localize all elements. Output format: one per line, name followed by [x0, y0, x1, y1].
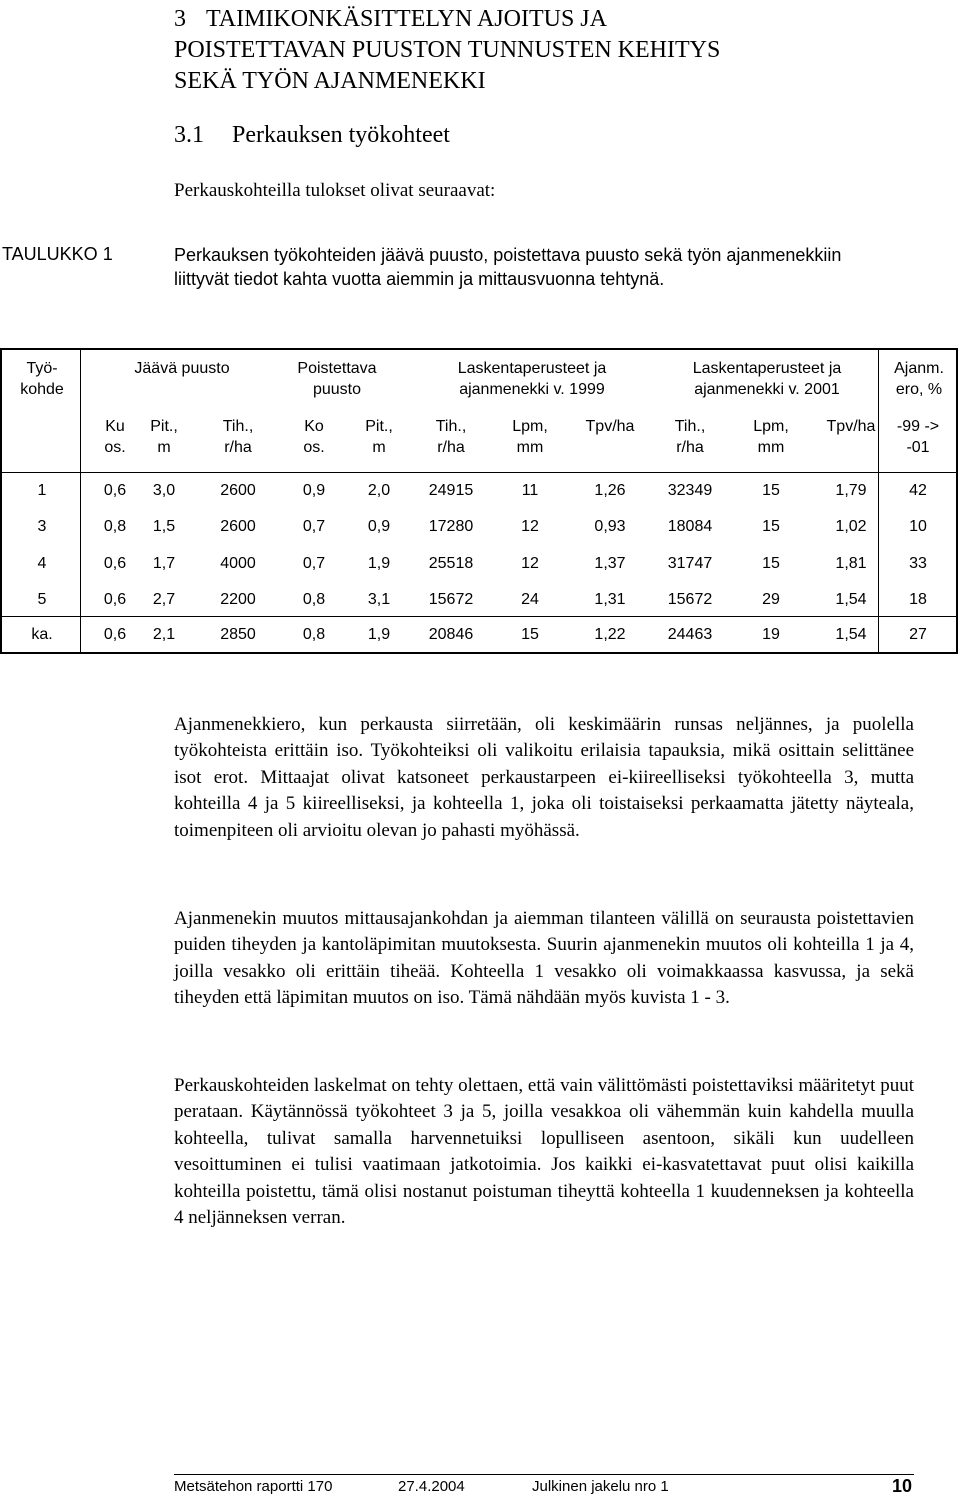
average-cell: 2850 — [220, 626, 256, 643]
average-cell: 27 — [909, 626, 927, 643]
row-site-number: 5 — [37, 591, 47, 608]
table-cell: 1,37 — [594, 555, 626, 572]
subheader-line: -01 — [906, 439, 930, 456]
subheader-line: os. — [104, 439, 126, 456]
subheader-line: mm — [757, 439, 785, 456]
subheader-cell — [124, 416, 204, 458]
subheader-line: Tih., — [674, 418, 706, 435]
table-cell: 0,8 — [103, 518, 127, 535]
table-cell: 15672 — [428, 591, 474, 608]
subheader-line: r/ha — [437, 439, 465, 456]
paragraph-2: Ajanmenekin muutos mittausajankohdan ja aiemman tilanteen välillä on seurausta poistettavien puiden tiheyden ja kantoläpimitan muutoksesta. Suurin ajanmenekin muutos oli kohteilla 1 ja 4, joilla vesakko oli erittäin tiheää. Kohteella 1 vesakko oli voimakkaassa kasvussa, ja sekä tiheyden että läpimitan muutos on iso. Tämä nähdään myös kuvista 1 - 3. — [174, 908, 914, 1009]
header-basis-2001-line-2: ajanmenekki v. 2001 — [694, 381, 840, 398]
average-cell: 19 — [762, 626, 780, 643]
chapter-title-line-2: POISTETTAVAN PUUSTON TUNNUSTEN KEHITYS — [174, 37, 721, 63]
subheader-line: Tih., — [435, 418, 467, 435]
subheader-line: Lpm, — [753, 418, 789, 435]
table-cell: 1,26 — [594, 482, 626, 499]
average-cell: 15 — [521, 626, 539, 643]
header-site — [6, 358, 78, 400]
subheader-line: m — [157, 439, 171, 456]
intro-text: Perkauskohteilla tulokset olivat seuraavat: — [174, 180, 496, 201]
table-cell: 17280 — [428, 518, 474, 535]
table-cell: 0,9 — [367, 518, 391, 535]
paragraph-1: Ajanmenekkiero, kun perkausta siirretään, oli keskimäärin runsas neljännes, ja puolella työkohteista erittäin iso. Työkohteiksi oli valikoitu erilaisia tapauksia, mikä osittain selittänee isot erot. Mittaajat olivat katsoneet perkaustarpeen ei-kiireelliseksi työkohteella 3, mutta kohteilla 4 ja 5 kiireelliseksi, ja kohteella 1, joka oli toistaiseksi perkaamatta jätetty näyteala, toimenpiteen oli arvioitu olevan jo pahasti myöhässä. — [174, 714, 914, 841]
table-cell: 25518 — [428, 555, 474, 572]
subheader-line: Lpm, — [512, 418, 548, 435]
table-cell: 0,6 — [103, 555, 127, 572]
table-cell: 12 — [521, 518, 539, 535]
subheader-line: r/ha — [224, 439, 252, 456]
table-cell: 1,5 — [152, 518, 176, 535]
subheader-line: os. — [303, 439, 325, 456]
average-cell: 24463 — [667, 626, 713, 643]
header-remaining-stand: Jäävä puusto — [134, 360, 230, 377]
table-cell: 33 — [909, 555, 927, 572]
header-removed-stand — [272, 358, 402, 400]
subheader-cell — [731, 416, 811, 458]
average-cell: 0,8 — [302, 626, 326, 643]
footer-rule — [174, 1474, 914, 1475]
header-basis-1999-line-2: ajanmenekki v. 1999 — [459, 381, 605, 398]
row-site-number: 1 — [37, 482, 47, 499]
subheader-cell — [339, 416, 419, 458]
table-cell: 2,7 — [152, 591, 176, 608]
section-title-text: Perkauksen työkohteet — [232, 122, 450, 148]
subheader-line: Tpv/ha — [826, 418, 876, 435]
subheader-cell — [490, 416, 570, 458]
table-cell: 3,0 — [152, 482, 176, 499]
table-cell: 3,1 — [367, 591, 391, 608]
subheader-line: Ku — [105, 418, 125, 435]
subheader-line — [570, 437, 650, 458]
subheader-line: Pit., — [150, 418, 178, 435]
header-site-line-1: Työ- — [26, 360, 58, 377]
table-cell: 42 — [909, 482, 927, 499]
average-row-label: ka. — [31, 626, 53, 643]
subheader-cell — [198, 416, 278, 458]
header-time-diff-line-2: ero, % — [895, 381, 943, 398]
section-number: 3.1 — [174, 122, 204, 148]
footer-distribution: Julkinen jakelu nro 1 — [532, 1478, 669, 1495]
table-cell: 24915 — [428, 482, 474, 499]
table-cell: 29 — [762, 591, 780, 608]
average-cell: 20846 — [428, 626, 474, 643]
chapter-title-line-3: SEKÄ TYÖN AJANMENEKKI — [174, 68, 486, 94]
page-footer — [174, 1478, 914, 1498]
header-removed-line-1: Poistettava — [297, 360, 377, 377]
subheader-line: Ko — [304, 418, 324, 435]
subheader-line: Tpv/ha — [585, 418, 635, 435]
table-cell: 4000 — [220, 555, 256, 572]
average-cell: 0,6 — [103, 626, 127, 643]
table-cell: 0,93 — [594, 518, 626, 535]
subheader-cell — [650, 416, 730, 458]
table-cell: 12 — [521, 555, 539, 572]
table-cell: 15 — [762, 482, 780, 499]
average-cell: 2,1 — [152, 626, 176, 643]
average-cell: 1,9 — [367, 626, 391, 643]
header-removed-line-2: puusto — [312, 381, 362, 398]
footer-page-number: 10 — [892, 1476, 913, 1496]
table-label: TAULUKKO 1 — [2, 244, 113, 264]
footer-report: Metsätehon raportti 170 — [174, 1478, 333, 1495]
table-cell: 2200 — [220, 591, 256, 608]
average-cell: 1,54 — [835, 626, 867, 643]
section-title — [174, 120, 450, 151]
chapter-title-line-1: TAIMIKONKÄSITTELYN AJOITUS JA — [206, 6, 607, 32]
subheader-line: Tih., — [222, 418, 254, 435]
table-cell: 0,7 — [302, 518, 326, 535]
chapter-title — [174, 4, 934, 97]
subheader-line: m — [372, 439, 386, 456]
subheader-cell — [878, 416, 958, 458]
data-table — [0, 348, 958, 654]
subheader-line: r/ha — [676, 439, 704, 456]
header-site-line-2: kohde — [20, 381, 64, 398]
table-cell: 32349 — [667, 482, 713, 499]
header-basis-1999 — [422, 358, 642, 400]
table-cell: 31747 — [667, 555, 713, 572]
table-cell: 1,31 — [594, 591, 626, 608]
table-cell: 2600 — [220, 482, 256, 499]
header-time-diff — [880, 358, 958, 400]
header-basis-2001 — [657, 358, 877, 400]
paragraph-3: Perkauskohteiden laskelmat on tehty olettaen, että vain välittömästi poistettaviksi määritetyt puut perataan. Käytännössä työkohteet 3 ja 5, joilla vesakkoa oli vähemmän kuin kahdella muulla kohteella, tulivat samalla harvennetuiksi lopulliseen asentoon, sikäli kun uudelleen vesoittuminen ei tulisi vaatimaan jatkotoimia. Jos kaikki ei-kasvatettavat puut olisi kaikilla kohteilla poistettu, tämä olisi nostanut poistuman tiheyttä kohteella 1 kuudenneksen ja kohteella 4 neljänneksen verran. — [174, 1075, 914, 1229]
table-cell: 0,6 — [103, 482, 127, 499]
average-cell: 1,22 — [594, 626, 626, 643]
table-cell: 15672 — [667, 591, 713, 608]
row-site-number: 3 — [37, 518, 47, 535]
header-time-diff-line-1: Ajanm. — [894, 360, 944, 377]
table-cell: 2600 — [220, 518, 256, 535]
table-cell: 1,9 — [367, 555, 391, 572]
table-cell: 1,7 — [152, 555, 176, 572]
table-cell: 1,79 — [835, 482, 867, 499]
row-site-number: 4 — [37, 555, 47, 572]
subheader-line: -99 -> — [896, 418, 940, 435]
header-basis-1999-line-1: Laskentaperusteet ja — [457, 360, 607, 377]
table-caption: Perkauksen työkohteiden jäävä puusto, poistettava puusto sekä työn ajanmenekkiin liittyvät tiedot kahta vuotta aiemmin ja mittausvuonna tehtynä. — [174, 245, 842, 289]
header-basis-2001-line-1: Laskentaperusteet ja — [692, 360, 842, 377]
table-cell: 1,54 — [835, 591, 867, 608]
table-cell: 11 — [521, 482, 539, 499]
table-cell: 1,81 — [835, 555, 867, 572]
table-cell: 10 — [909, 518, 927, 535]
table-cell: 0,6 — [103, 591, 127, 608]
table-cell: 15 — [762, 518, 780, 535]
table-cell: 2,0 — [367, 482, 391, 499]
table-cell: 1,02 — [835, 518, 867, 535]
subheader-line: mm — [516, 439, 544, 456]
footer-date: 27.4.2004 — [398, 1478, 465, 1495]
table-cell: 0,7 — [302, 555, 326, 572]
table-cell: 0,8 — [302, 591, 326, 608]
subheader-cell — [411, 416, 491, 458]
table-cell: 0,9 — [302, 482, 326, 499]
table-cell: 15 — [762, 555, 780, 572]
table-row-divider — [2, 472, 956, 473]
table-row-divider — [2, 616, 956, 617]
subheader-line: Pit., — [365, 418, 393, 435]
chapter-number: 3 — [174, 6, 186, 32]
table-cell: 24 — [521, 591, 539, 608]
subheader-cell — [570, 416, 650, 458]
table-cell: 18084 — [667, 518, 713, 535]
table-cell: 18 — [909, 591, 927, 608]
